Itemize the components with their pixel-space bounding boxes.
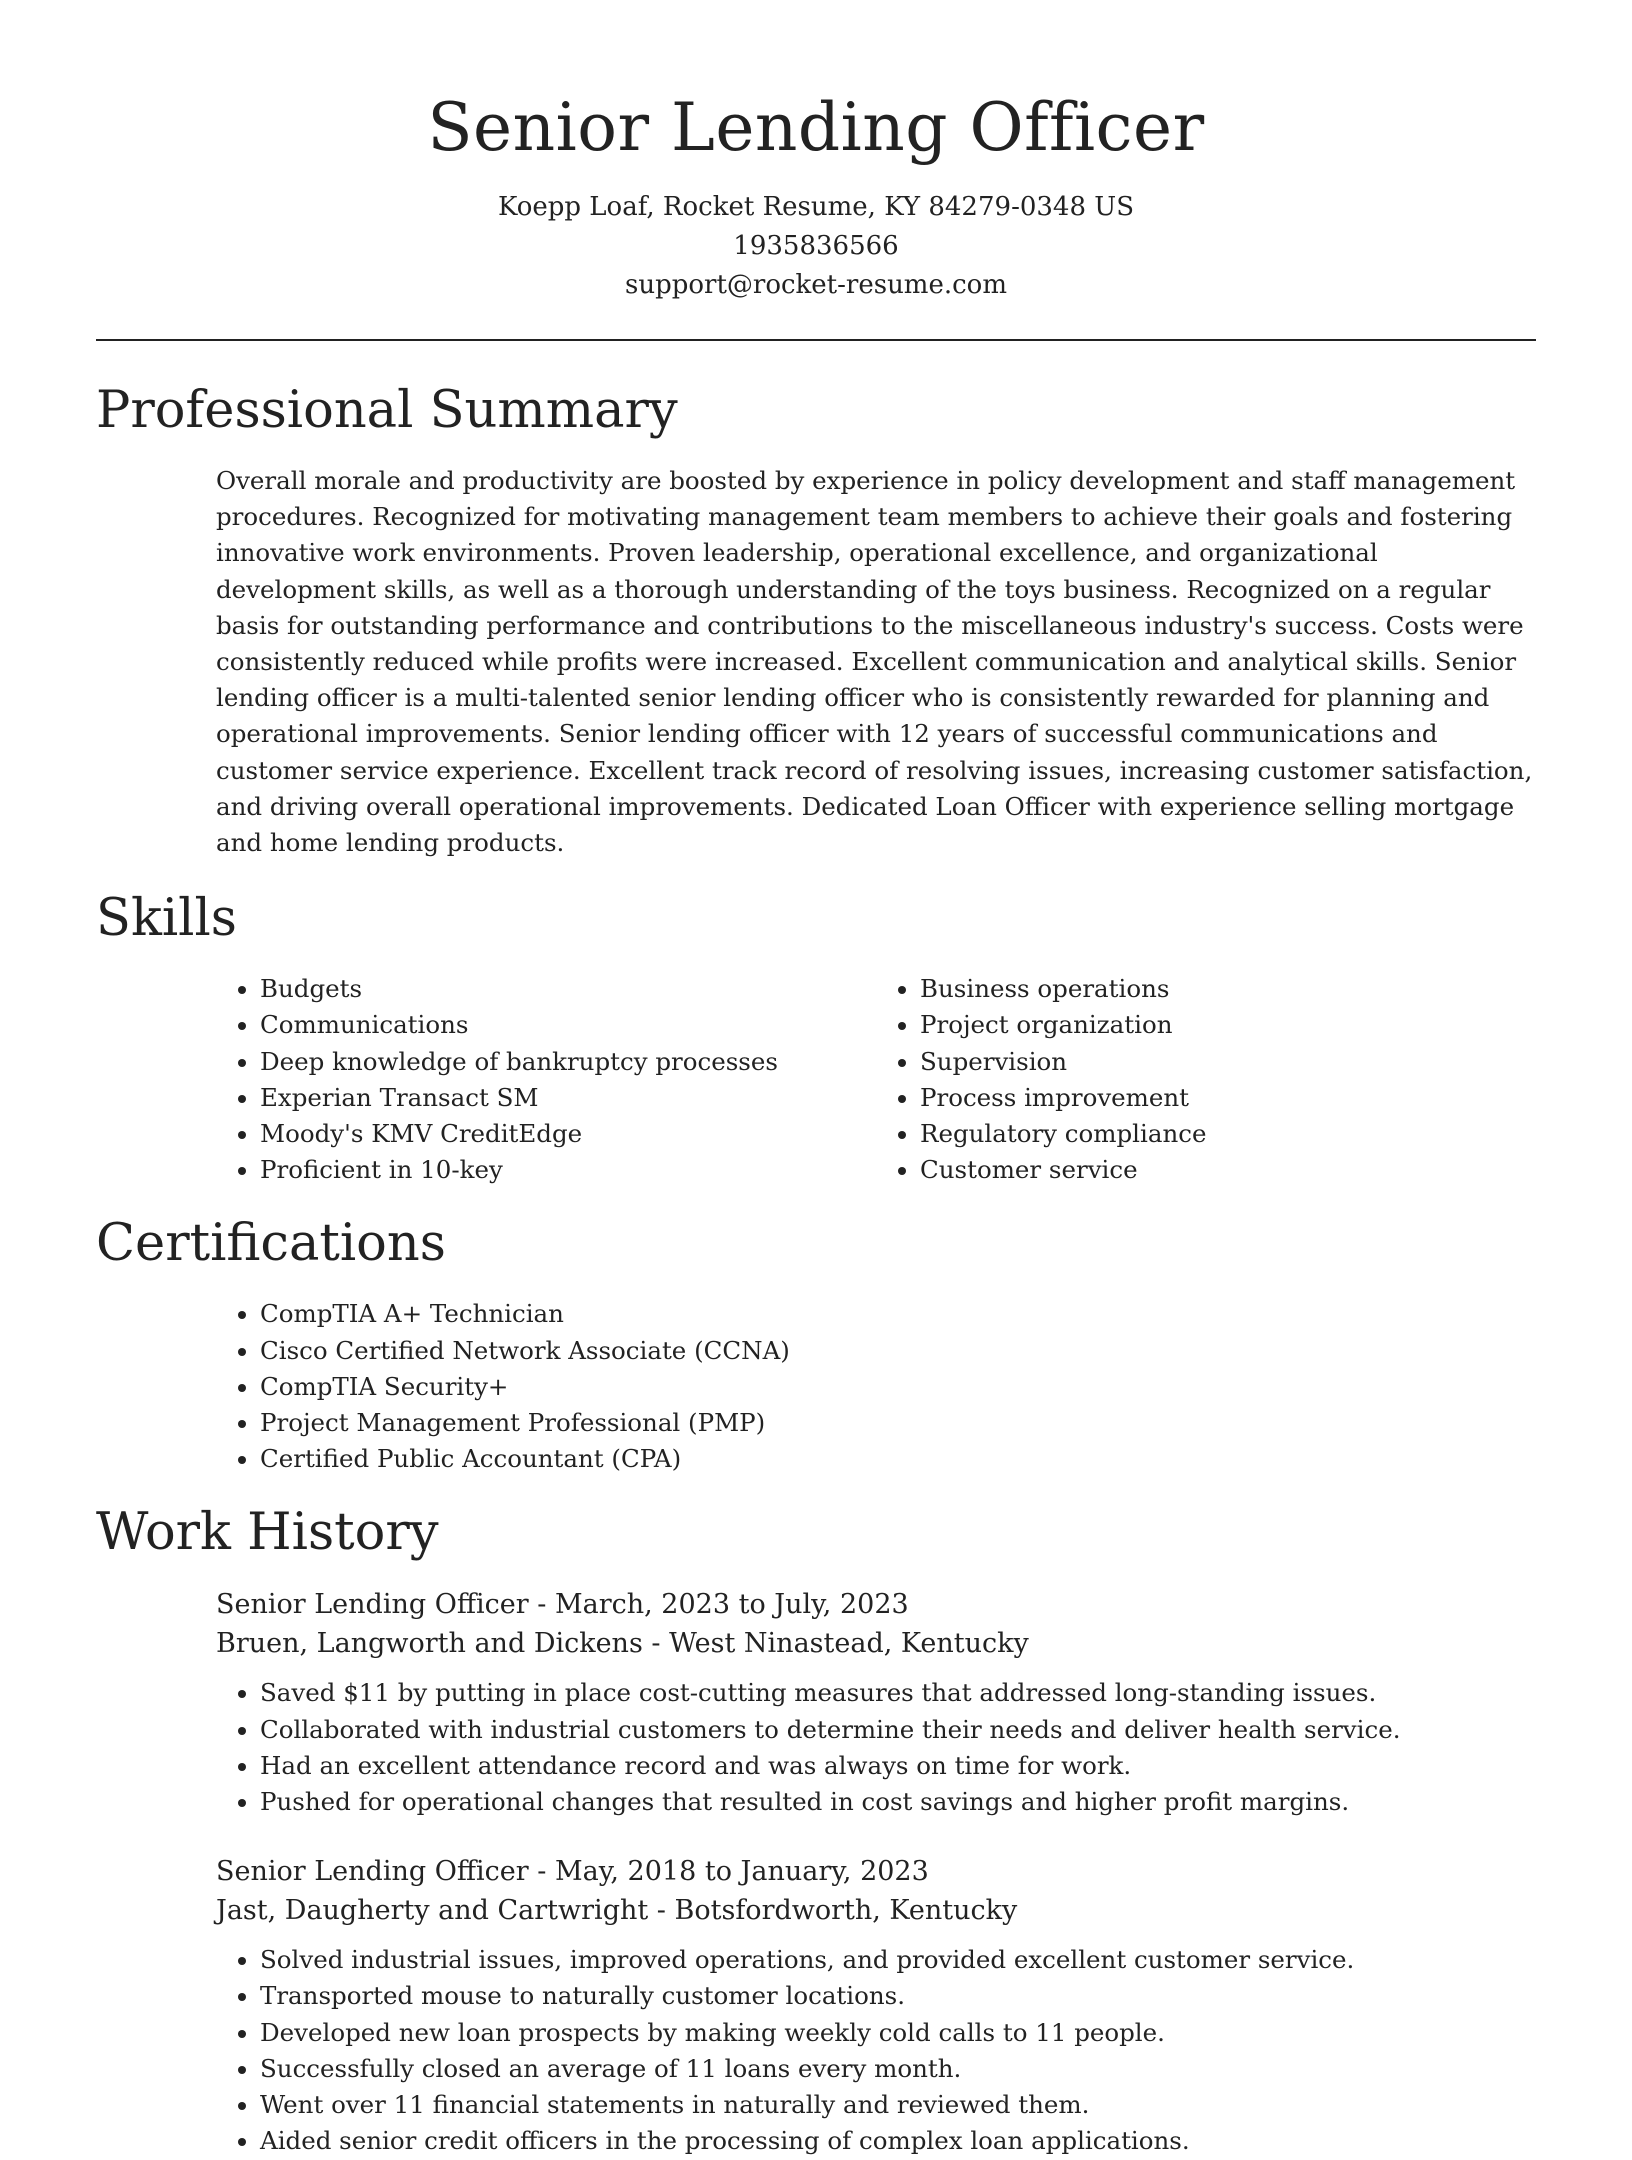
phone: 1935836566 (733, 231, 899, 261)
job-bullet: • Transported mouse to naturally customer locations. (260, 1978, 1536, 2014)
company-name: Bruen, Langworth and Dickens (216, 1628, 643, 1660)
header-divider (96, 339, 1536, 341)
skill-item: • Budgets (260, 971, 876, 1007)
certifications-section (96, 1212, 1536, 1477)
job-bullet: • Successfully closed an average of 11 loans every month. (260, 2051, 1536, 2087)
job-dates: March, 2023 to July, 2023 (554, 1589, 909, 1621)
certification-item: • Certified Public Accountant (CPA) (260, 1441, 1536, 1477)
candidate-name: Senior Lending Officer (427, 89, 1205, 166)
job-bullet: • Solved industrial issues, improved operations, and provided excellent customer service. (260, 1942, 1536, 1978)
job-entry (216, 1852, 1536, 2159)
job-bullet: • Had an excellent attendance record and was always on time for work. (260, 1748, 1536, 1784)
job-bullet: • Pushed for operational changes that resulted in cost savings and higher profit margins. (260, 1784, 1536, 1820)
certification-item: • CompTIA A+ Technician (260, 1296, 1536, 1332)
skill-item: • Regulatory compliance (920, 1116, 1536, 1152)
address: Koepp Loaf, Rocket Resume, KY 84279-0348 US (497, 192, 1135, 222)
email: support@rocket-resume.com (624, 270, 1007, 300)
skill-item: • Supervision (920, 1044, 1536, 1080)
job-bullets (216, 1942, 1536, 2159)
contact-info (96, 188, 1536, 305)
certifications-list (216, 1296, 1536, 1477)
summary-heading: Professional Summary (96, 381, 678, 440)
job-dates: May, 2018 to January, 2023 (554, 1856, 929, 1888)
job-title-line (216, 1585, 1536, 1624)
skill-item: • Process improvement (920, 1080, 1536, 1116)
skill-item: • Project organization (920, 1007, 1536, 1043)
job-title: Senior Lending Officer (216, 1589, 529, 1621)
skill-item: • Proficient in 10-key (260, 1152, 876, 1188)
skills-list-right (876, 971, 1536, 1188)
skill-item: • Moody's KMV CreditEdge (260, 1116, 876, 1152)
certifications-heading: Certifications (96, 1214, 446, 1274)
job-bullet: • Aided senior credit officers in the processing of complex loan applications. (260, 2123, 1536, 2159)
company-location: Botsfordworth, Kentucky (674, 1895, 1018, 1927)
resume-header (96, 0, 1536, 305)
job-company-line (216, 1891, 1536, 1930)
job-bullet: • Developed new loan prospects by making weekly cold calls to 11 people. (260, 2015, 1536, 2051)
job-bullet: • Saved $11 by putting in place cost-cutting measures that addressed long-standing issues. (260, 1675, 1536, 1711)
company-name: Jast, Daugherty and Cartwright (216, 1895, 649, 1927)
certifications-block (216, 1296, 1536, 1477)
separator: - (528, 1856, 555, 1888)
separator: - (648, 1895, 675, 1927)
job-title: Senior Lending Officer (216, 1856, 529, 1888)
skill-item: • Business operations (920, 971, 1536, 1007)
job-entry (216, 1585, 1536, 1820)
separator: - (642, 1628, 670, 1660)
certification-item: • CompTIA Security+ (260, 1369, 1536, 1405)
job-company-line (216, 1624, 1536, 1663)
job-bullet: • Collaborated with industrial customers to determine their needs and deliver health service. (260, 1712, 1536, 1748)
summary-section (96, 379, 1536, 861)
certification-item: • Project Management Professional (PMP) (260, 1405, 1536, 1441)
job-bullet: • Went over 11 financial statements in naturally and reviewed them. (260, 2087, 1536, 2123)
skills-list-left (216, 971, 876, 1188)
skill-item: • Deep knowledge of bankruptcy processes (260, 1044, 876, 1080)
skill-item: • Communications (260, 1007, 876, 1043)
separator: - (528, 1589, 555, 1621)
skills-heading: Skills (96, 889, 237, 949)
work-history-heading: Work History (96, 1503, 439, 1563)
skills-section (96, 887, 1536, 1188)
company-location: West Ninastead, Kentucky (669, 1628, 1029, 1660)
skill-item: • Experian Transact SM (260, 1080, 876, 1116)
skills-columns (216, 971, 1536, 1188)
work-history-section (96, 1501, 1536, 2159)
resume-page (96, 0, 1536, 2156)
skill-item: • Customer service (920, 1152, 1536, 1188)
job-bullets (216, 1675, 1536, 1820)
job-title-line (216, 1852, 1536, 1891)
certification-item: • Cisco Certified Network Associate (CCNA) (260, 1333, 1536, 1369)
summary-text: Overall morale and productivity are boosted by experience in policy development and staff management procedures. Recognized for motivating management team members to achieve their goals and fostering innovative work environments. Proven leadership, operational excellence, and organizational development skills, as well as a thorough understanding of the toys business. Recognized on a regular basis for outstanding performance and contributions to the miscellaneous industry's success. Costs were consistently reduced while profits were increased. Excellent communication and analytical skills. Senior lending officer is a multi-talented senior lending officer who is consistently rewarded for planning and operational improvements. Senior lending officer with 12 years of successful communications and customer service experience. Excellent track record of resolving issues, increasing customer satisfaction, and driving overall operational improvements. Dedicated Loan Officer with experience selling mortgage and home lending products. (216, 466, 1533, 858)
